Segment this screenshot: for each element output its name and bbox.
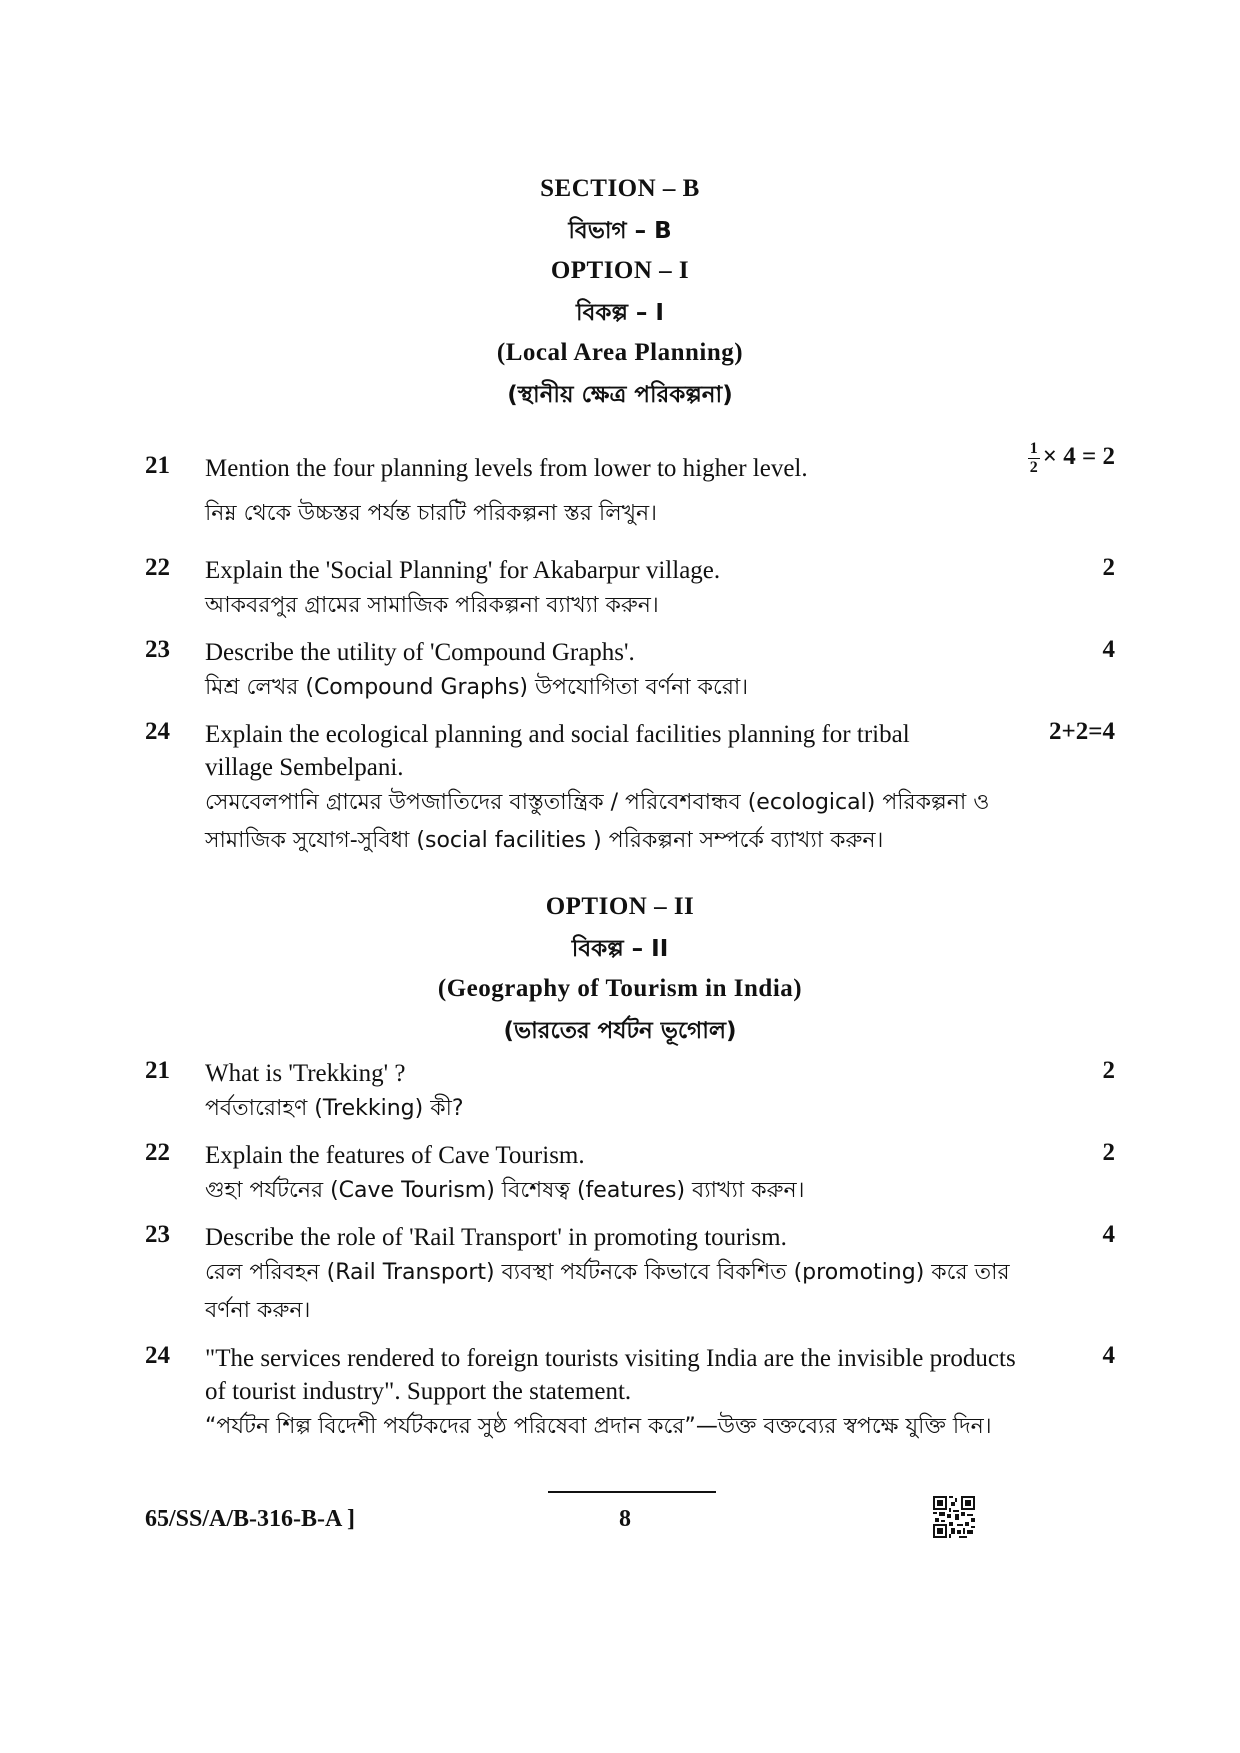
question-text-bn: আকবরপুর গ্রামের সামাজিক পরিকল্পনা ব্যাখ্যা করুন। (205, 593, 659, 618)
question-number: 21 (145, 1057, 170, 1084)
question-body (205, 1221, 1050, 1330)
option1-title-en: OPTION – I (550, 257, 690, 284)
question-marks: 2 (1102, 1139, 1115, 1166)
question-number: 22 (145, 1139, 170, 1166)
question-text-en: Explain the 'Social Planning' for Akabarpur village. (205, 557, 721, 584)
fraction: $\frac{1}{2}$ (1029, 440, 1038, 476)
question-text-bn: সেমবেলপানি গ্রামের উপজাতিদের বাস্তুতান্ত্রিক / পরিবেশবান্ধব (ecological) পরিকল্পনা ও সামাজিক সুযোগ-সুবিধা (social facilities ) পরিকল্পনা সম্পর্কে ব্যাখ্যা করুন। (205, 790, 990, 853)
question-marks: 4 (1102, 1221, 1115, 1248)
question-number: 21 (145, 452, 170, 479)
question-text-bn: পর্বতারোহণ (Trekking) কী? (205, 1096, 464, 1121)
question-body (205, 554, 1065, 625)
question-text-en: "The services rendered to foreign tourists visiting India are the invisible products of tourist industry". Support the statement. (205, 1345, 1016, 1405)
question-text-bn: মিশ্র লেখর (Compound Graphs) উপযোগিতা বর্ণনা করো। (205, 675, 749, 700)
page-number: 8 (619, 1506, 631, 1532)
end-divider (548, 1491, 716, 1493)
question-text-en: Explain the features of Cave Tourism. (205, 1142, 585, 1169)
question-marks: 2 (1102, 1057, 1115, 1084)
qr-code-icon (933, 1496, 975, 1538)
question-marks: 4 (1102, 1342, 1115, 1369)
question-body (205, 1342, 1050, 1446)
question-number: 22 (145, 554, 170, 581)
option1-subject-bn: (স্থানীয় ক্ষেত্র পরিকল্পনা) (507, 382, 733, 408)
marks-expression: × 4 = 2 (1042, 443, 1115, 471)
question-marks: 4 (1102, 636, 1115, 663)
option2-subject-en: (Geography of Tourism in India) (437, 975, 803, 1002)
question-text-bn: নিম্ন থেকে উচ্চস্তর পর্যন্ত চারটি পরিকল্পনা স্তর লিখুন। (205, 501, 658, 526)
option2-title-en: OPTION – II (545, 893, 695, 920)
question-body (205, 1139, 1065, 1210)
question-text-bn: রেল পরিবহন (Rail Transport) ব্যবস্থা পর্যটনকে কিভাবে বিকশিত (promoting) করে তার বর্ণনা করুন। (205, 1260, 1010, 1323)
question-body (205, 452, 1065, 533)
question-body (205, 1057, 1065, 1128)
section-title-en: SECTION – B (540, 175, 700, 202)
question-marks (1028, 440, 1115, 477)
question-marks: 2+2=4 (1049, 718, 1115, 745)
question-text-bn: “পর্যটন শিল্প বিদেশী পর্যটকদের সুষ্ঠ পরিষেবা প্রদান করে”—উক্ত বক্তব্যের স্বপক্ষে যুক্তি দিন। (205, 1414, 992, 1439)
option1-title-bn: বিকল্প – I (576, 300, 664, 326)
question-text-en: Mention the four planning levels from lower to higher level. (205, 455, 808, 482)
question-body (205, 636, 1065, 707)
question-text-en: Describe the role of 'Rail Transport' in promoting tourism. (205, 1224, 787, 1251)
question-body (205, 718, 1050, 860)
question-number: 24 (145, 718, 170, 745)
question-text-en: Describe the utility of 'Compound Graphs'. (205, 639, 635, 666)
question-number: 24 (145, 1342, 170, 1369)
question-number: 23 (145, 1221, 170, 1248)
question-text-bn: গুহা পর্যটনের (Cave Tourism) বিশেষত্ব (features) ব্যাখ্যা করুন। (205, 1178, 805, 1203)
question-marks: 2 (1102, 554, 1115, 581)
option2-subject-bn: (ভারতের পর্যটন ভূগোল) (503, 1018, 737, 1044)
question-text-en: Explain the ecological planning and social facilities planning for tribal village Sembelpani. (205, 721, 910, 781)
paper-code: 65/SS/A/B-316-B-A ] (145, 1506, 356, 1532)
option1-subject-en: (Local Area Planning) (496, 339, 744, 366)
question-number: 23 (145, 636, 170, 663)
question-text-en: What is 'Trekking' ? (205, 1060, 406, 1087)
option2-title-bn: বিকল্প – II (571, 936, 669, 962)
section-title-bn: বিভাগ – B (568, 218, 672, 244)
